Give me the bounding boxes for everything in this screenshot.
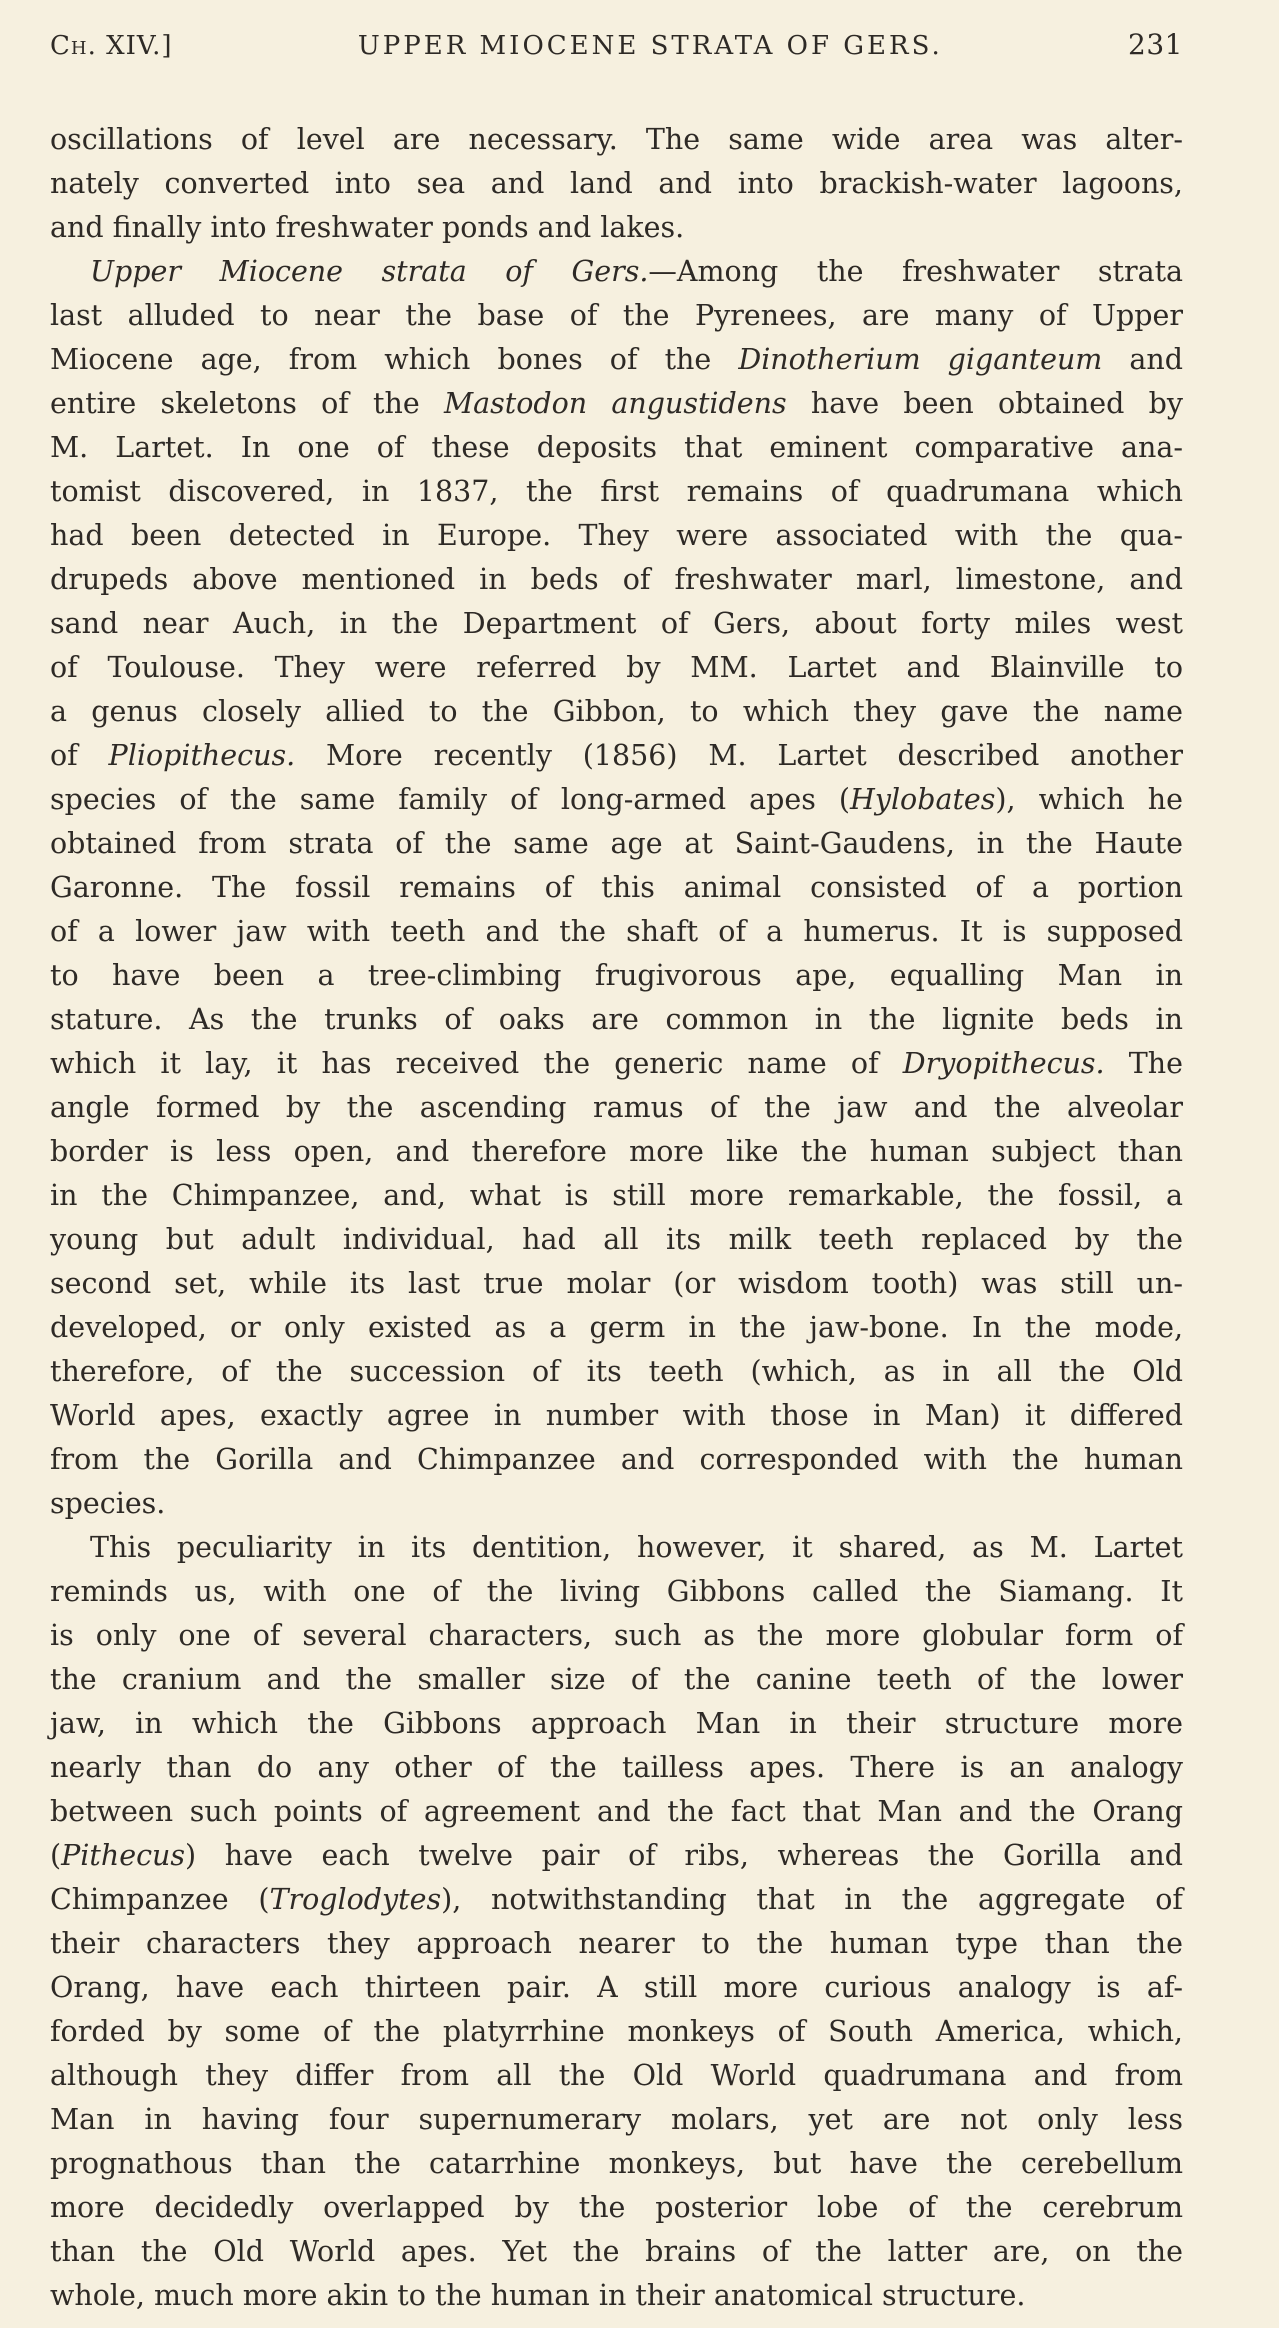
text-run: forded by some of the platyrrhine monkeys of South America, which,	[50, 2015, 1183, 2048]
text-line	[50, 1966, 1183, 2010]
text-line	[50, 1438, 1183, 1482]
text-run: a genus closely allied to the Gibbon, to which they gave the name	[50, 695, 1183, 728]
text-line	[50, 910, 1183, 954]
text-run: between such points of agreement and the fact that Man and the Orang	[50, 1795, 1183, 1828]
text-run: from the Gorilla and Chimpanzee and corresponded with the human	[50, 1443, 1183, 1476]
text-run: of a lower jaw with teeth and the shaft of a humerus. It is supposed	[50, 915, 1183, 948]
text-run: to have been a tree-climbing frugivorous ape, equalling Man in	[50, 959, 1183, 992]
italic-text: Dryopithecus.	[902, 1047, 1105, 1080]
text-run: Miocene age, from which bones of the	[50, 343, 739, 376]
text-run: second set, while its last true molar (or wisdom tooth) was still un-	[50, 1267, 1183, 1300]
text-run: nearly than do any other of the tailless apes. There is an analogy	[50, 1751, 1183, 1784]
text-line	[50, 558, 1183, 602]
text-run: tomist discovered, in 1837, the first remains of quadrumana which	[50, 475, 1183, 508]
text-line	[50, 514, 1183, 558]
body-text	[50, 118, 1183, 2318]
text-run: is only one of several characters, such as the more globular form of	[50, 1619, 1183, 1652]
text-line	[50, 866, 1183, 910]
text-run: jaw, in which the Gibbons approach Man in their structure more	[50, 1707, 1183, 1740]
text-run: entire skeletons of the	[50, 387, 444, 420]
text-line	[50, 1702, 1183, 1746]
text-line	[50, 470, 1183, 514]
text-run: border is less open, and therefore more like the human subject than	[50, 1135, 1183, 1168]
text-run: of	[50, 739, 109, 772]
text-line	[50, 1878, 1183, 1922]
italic-text: Upper Miocene strata of Gers.	[90, 255, 649, 288]
text-line	[50, 250, 1183, 294]
text-line	[50, 2098, 1183, 2142]
text-run: the cranium and the smaller size of the canine teeth of the lower	[50, 1663, 1183, 1696]
text-line	[50, 426, 1183, 470]
text-line	[50, 2186, 1183, 2230]
text-run: than the Old World apes. Yet the brains of the latter are, on the	[50, 2235, 1183, 2268]
italic-text: Pliopithecus.	[108, 739, 296, 772]
text-run: reminds us, with one of the living Gibbons called the Siamang. It	[50, 1575, 1183, 1608]
text-run: M. Lartet. In one of these deposits that eminent comparative ana-	[50, 431, 1183, 464]
text-run: of Toulouse. They were referred by MM. Lartet and Blainville to	[50, 651, 1183, 684]
text-run: last alluded to near the base of the Pyrenees, are many of Upper	[50, 299, 1183, 332]
text-run: angle formed by the ascending ramus of the jaw and the alveolar	[50, 1091, 1183, 1124]
text-run: have been obtained by	[786, 387, 1183, 420]
text-line	[50, 382, 1183, 426]
text-run: Man in having four supernumerary molars, yet are not only less	[50, 2103, 1183, 2136]
text-run: World apes, exactly agree in number with those in Man) it differed	[50, 1399, 1183, 1432]
text-run: drupeds above mentioned in beds of freshwater marl, limestone, and	[50, 563, 1183, 596]
text-run: prognathous than the catarrhine monkeys, but have the cerebellum	[50, 2147, 1183, 2180]
text-run: This peculiarity in its dentition, however, it shared, as M. Lartet	[90, 1531, 1183, 1564]
text-run: Chimpanzee (	[50, 1883, 270, 1916]
text-line	[50, 2142, 1183, 2186]
text-run: sand near Auch, in the Department of Gers, about forty miles west	[50, 607, 1183, 640]
text-line	[50, 2054, 1183, 2098]
text-line	[50, 206, 1183, 250]
text-run: although they differ from all the Old World quadrumana and from	[50, 2059, 1183, 2092]
italic-text: Troglodytes	[269, 1883, 442, 1916]
text-line	[50, 1570, 1183, 1614]
text-line	[50, 1482, 1183, 1526]
text-line	[50, 338, 1183, 382]
text-line	[50, 954, 1183, 998]
text-line	[50, 162, 1183, 206]
text-line	[50, 1526, 1183, 1570]
text-line	[50, 1174, 1183, 1218]
text-line	[50, 1614, 1183, 1658]
text-run: therefore, of the succession of its teeth (which, as in all the Old	[50, 1355, 1183, 1388]
text-line	[50, 1834, 1183, 1878]
text-line	[50, 1218, 1183, 1262]
text-run: ) have each twelve pair of ribs, whereas the Gorilla and	[185, 1839, 1183, 1872]
text-run: Garonne. The fossil remains of this animal consisted of a portion	[50, 871, 1183, 904]
text-line	[50, 822, 1183, 866]
text-line	[50, 2274, 1183, 2318]
text-line	[50, 778, 1183, 822]
running-title: UPPER MIOCENE STRATA OF GERS.	[357, 31, 943, 61]
text-line	[50, 1790, 1183, 1834]
text-line	[50, 1350, 1183, 1394]
text-line	[50, 1042, 1183, 1086]
text-run: More recently (1856) M. Lartet described another	[295, 739, 1183, 772]
italic-text: Hylobates	[849, 783, 996, 816]
text-line	[50, 690, 1183, 734]
text-line	[50, 1746, 1183, 1790]
text-line	[50, 1130, 1183, 1174]
text-run: species of the same family of long-armed apes (	[50, 783, 850, 816]
text-line	[50, 294, 1183, 338]
text-line	[50, 118, 1183, 162]
text-line	[50, 2010, 1183, 2054]
text-line	[50, 1922, 1183, 1966]
text-run: developed, or only existed as a germ in the jaw-bone. In the mode,	[50, 1311, 1183, 1344]
running-head	[50, 28, 1183, 68]
text-run: whole, much more akin to the human in their anatomical structure.	[50, 2279, 1026, 2312]
text-line	[50, 2230, 1183, 2274]
text-run: had been detected in Europe. They were associated with the qua-	[50, 519, 1183, 552]
text-line	[50, 734, 1183, 778]
text-run: more decidedly overlapped by the posterior lobe of the cerebrum	[50, 2191, 1183, 2224]
text-run: ), which he	[995, 783, 1184, 816]
text-line	[50, 1658, 1183, 1702]
text-run: obtained from strata of the same age at Saint-Gaudens, in the Haute	[50, 827, 1183, 860]
text-run: Orang, have each thirteen pair. A still more curious analogy is af-	[50, 1971, 1183, 2004]
text-line	[50, 1394, 1183, 1438]
text-run: species.	[50, 1487, 166, 1520]
text-run: The	[1104, 1047, 1183, 1080]
text-run: (	[50, 1839, 62, 1872]
text-line	[50, 1262, 1183, 1306]
text-run: stature. As the trunks of oaks are common in the lignite beds in	[50, 1003, 1183, 1036]
chapter-label: Ch. XIV.]	[50, 31, 173, 61]
italic-text: Pithecus	[61, 1839, 186, 1872]
italic-text: Mastodon angustidens	[443, 387, 787, 420]
text-line	[50, 1086, 1183, 1130]
text-run: which it lay, it has received the generic name of	[50, 1047, 903, 1080]
text-run: and finally into freshwater ponds and lakes.	[50, 211, 685, 244]
text-run: nately converted into sea and land and into brackish-water lagoons,	[50, 167, 1183, 200]
text-line	[50, 1306, 1183, 1350]
text-line	[50, 646, 1183, 690]
text-run: in the Chimpanzee, and, what is still more remarkable, the fossil, a	[50, 1179, 1183, 1212]
page-number: 231	[1128, 28, 1183, 61]
text-run: young but adult individual, had all its milk teeth replaced by the	[50, 1223, 1183, 1256]
text-run: —Among the freshwater strata	[648, 255, 1184, 288]
text-run: oscillations of level are necessary. The same wide area was alter-	[50, 123, 1183, 156]
italic-text: Dinotherium giganteum	[738, 343, 1103, 376]
text-line	[50, 602, 1183, 646]
text-run: their characters they approach nearer to the human type than the	[50, 1927, 1183, 1960]
text-run: and	[1102, 343, 1184, 376]
text-line	[50, 998, 1183, 1042]
text-run: ), notwithstanding that in the aggregate of	[441, 1883, 1183, 1916]
